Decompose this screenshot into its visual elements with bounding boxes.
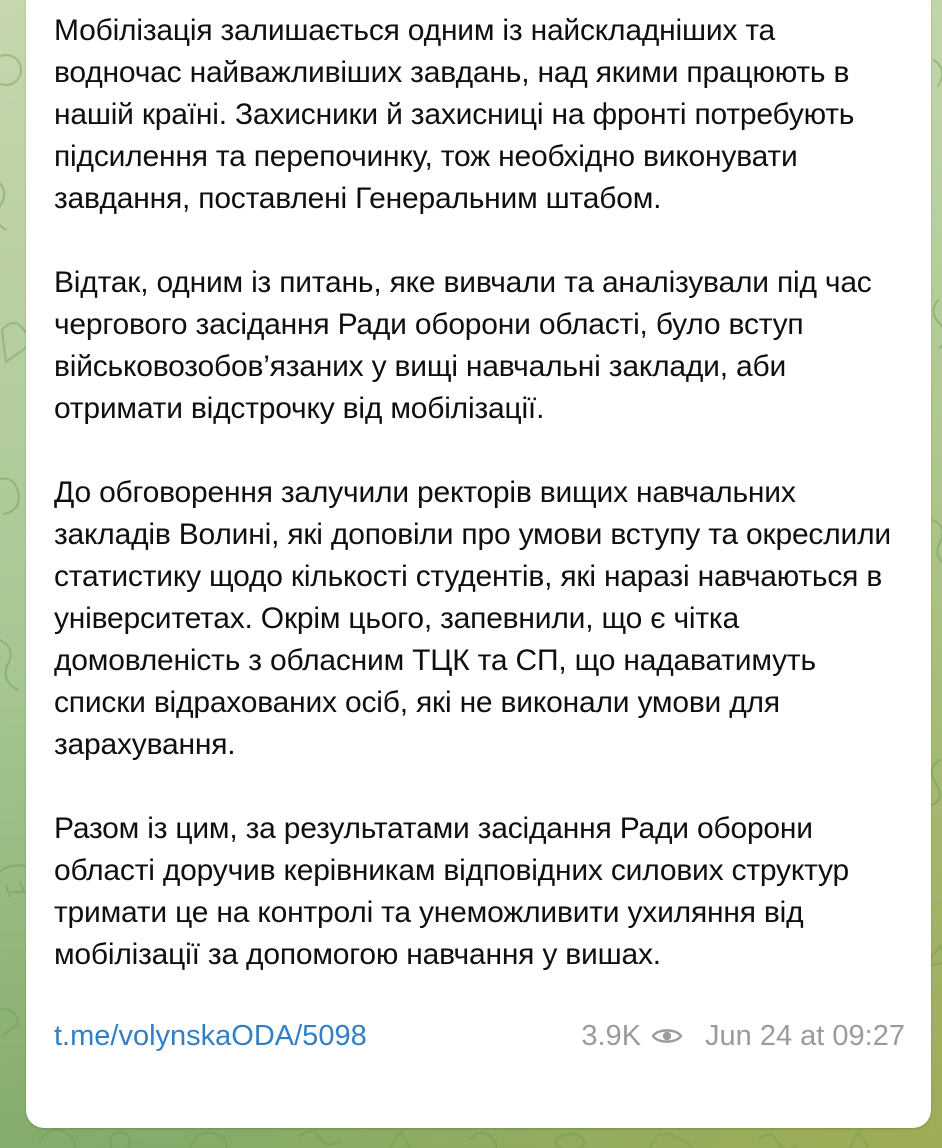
post-link[interactable]: t.me/volynskaODA/5098: [54, 1020, 367, 1052]
message-meta: [581, 1018, 905, 1054]
message-paragraph: Відтак, одним із питань, яке вивчали та аналізували під час чергового засідання Ради оборони області, було вступ військовозобов’язаних у вищі навчальні заклади, аби отримати відстрочку від мобілізації.: [54, 266, 872, 425]
timestamp: Jun 24 at 09:27: [705, 1020, 905, 1052]
eye-icon: [651, 1025, 683, 1047]
message-bubble: [26, 0, 931, 1128]
views-count: 3.9K: [581, 1020, 642, 1052]
message-text: [54, 10, 905, 976]
message-paragraph: Мобілізація залишається одним із найскладніших та водночас найважливіших завдань, над якими працюють в нашій країні. Захисники й захисниці на фронті потребують підсилення та перепочинку, тож необхідно виконувати завдання, поставлені Генеральним штабом.: [54, 14, 855, 215]
message-paragraph: Разом із цим, за результатами засідання Ради оборони області доручив керівникам відповідних силових структур тримати це на контролі та унеможливити ухиляння від мобілізації за допомогою навчання у вишах.: [54, 812, 849, 971]
message-footer: [54, 1018, 905, 1054]
message-paragraph: До обговорення залучили ректорів вищих навчальних закладів Волині, які доповіли про умови вступу та окреслили статистику щодо кількості студентів, які наразі навчаються в університетах. Окрім цього, запевнили, що є чітка домовленість з обласним ТЦК та СП, що надаватимуть списки відрахованих осіб, які не виконали умови для зарахування.: [54, 476, 891, 761]
